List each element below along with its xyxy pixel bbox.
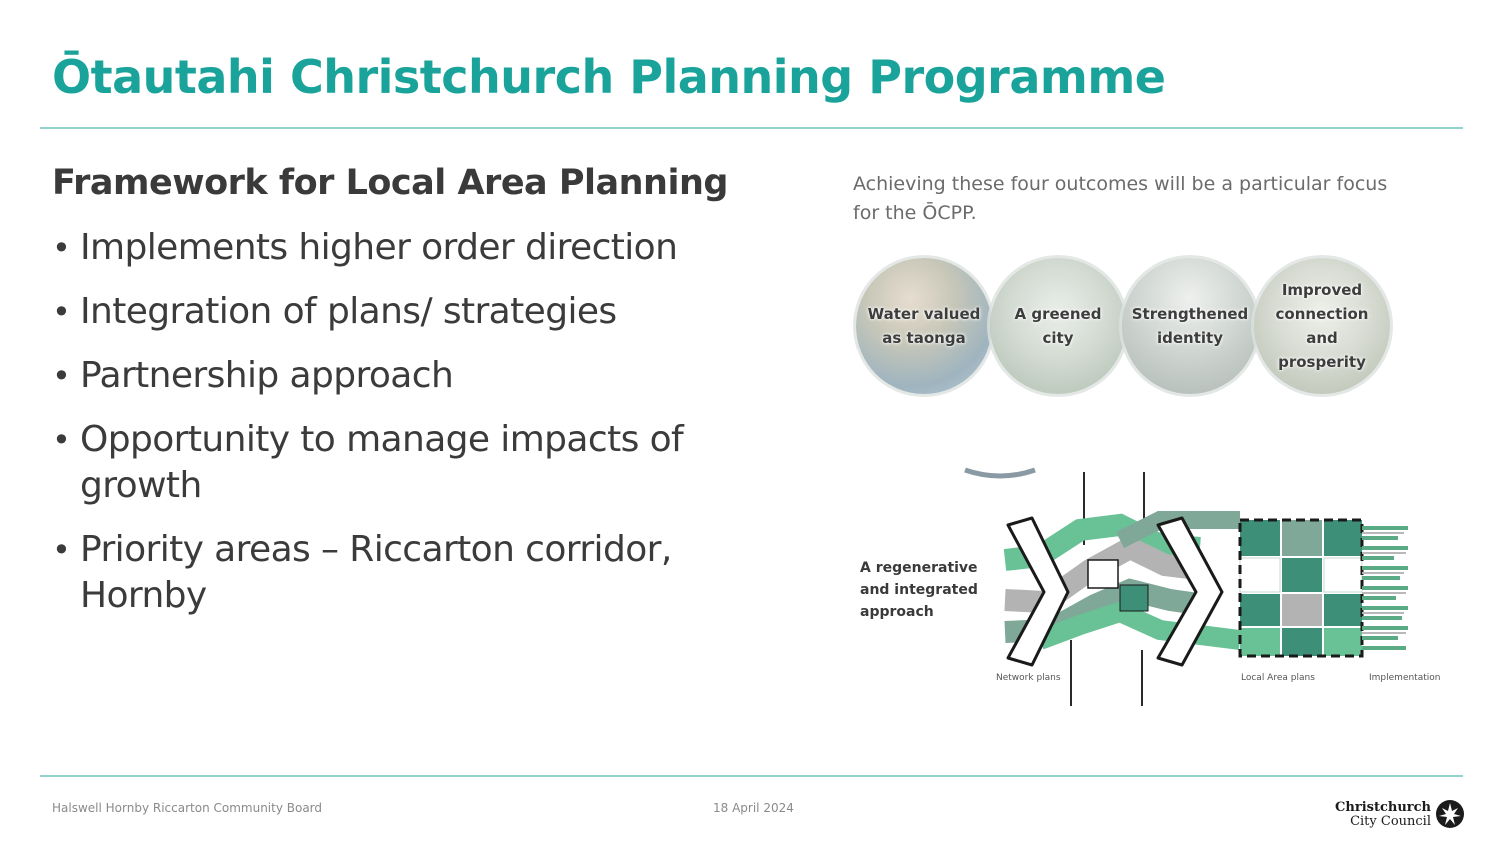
- bullet-item: • Integration of plans/ strategies: [52, 289, 792, 335]
- outcome-label: Strengthened identity: [1131, 305, 1249, 347]
- implementation-fringe: [1362, 528, 1408, 648]
- bullet-item: • Opportunity to manage impacts of growth: [52, 417, 792, 509]
- outcomes-intro: Achieving these four outcomes will be a particular focus for the ŌCPP.: [853, 173, 1388, 224]
- outcome-identity: [1122, 258, 1258, 394]
- footer-divider: [40, 775, 1463, 777]
- slide-title: Ōtautahi Christchurch Planning Programme: [52, 50, 1166, 104]
- logo-name: Christchurch: [1335, 800, 1431, 815]
- outcome-connection: [1254, 258, 1390, 394]
- council-emblem-icon: [1435, 799, 1465, 829]
- bullet-list: [52, 225, 792, 637]
- diagram-label: A regenerative and integrated approach: [860, 560, 978, 620]
- bullet-item: • Implements higher order direction: [52, 225, 792, 271]
- outcome-circles: [856, 258, 1396, 398]
- footer-date: 18 April 2024: [713, 801, 794, 815]
- axis-label-local-area: Local Area plans: [1241, 673, 1315, 683]
- outcome-water: [856, 258, 992, 394]
- council-logo: [1335, 799, 1465, 831]
- logo-subtitle: City Council: [1350, 814, 1431, 829]
- weave-block: [1088, 560, 1118, 588]
- outcome-label: Improved connection and prosperity: [1275, 281, 1369, 371]
- bullet-item: • Partnership approach: [52, 353, 792, 399]
- section-heading: Framework for Local Area Planning: [52, 163, 728, 203]
- bullet-item: • Priority areas – Riccarton corridor, Hornby: [52, 527, 792, 619]
- weave-block: [1120, 585, 1148, 611]
- outcome-greened-city: [990, 258, 1126, 394]
- footer-board-name: Halswell Hornby Riccarton Community Board: [52, 801, 323, 815]
- outcome-label: Water valued as taonga: [867, 305, 981, 347]
- circle-edge: [965, 470, 1035, 476]
- local-area-grid: [1240, 520, 1362, 656]
- axis-label-network: Network plans: [996, 673, 1061, 683]
- axis-label-implementation: Implementation: [1369, 673, 1441, 683]
- outcome-label: A greened city: [1014, 305, 1102, 347]
- title-divider: [40, 127, 1463, 129]
